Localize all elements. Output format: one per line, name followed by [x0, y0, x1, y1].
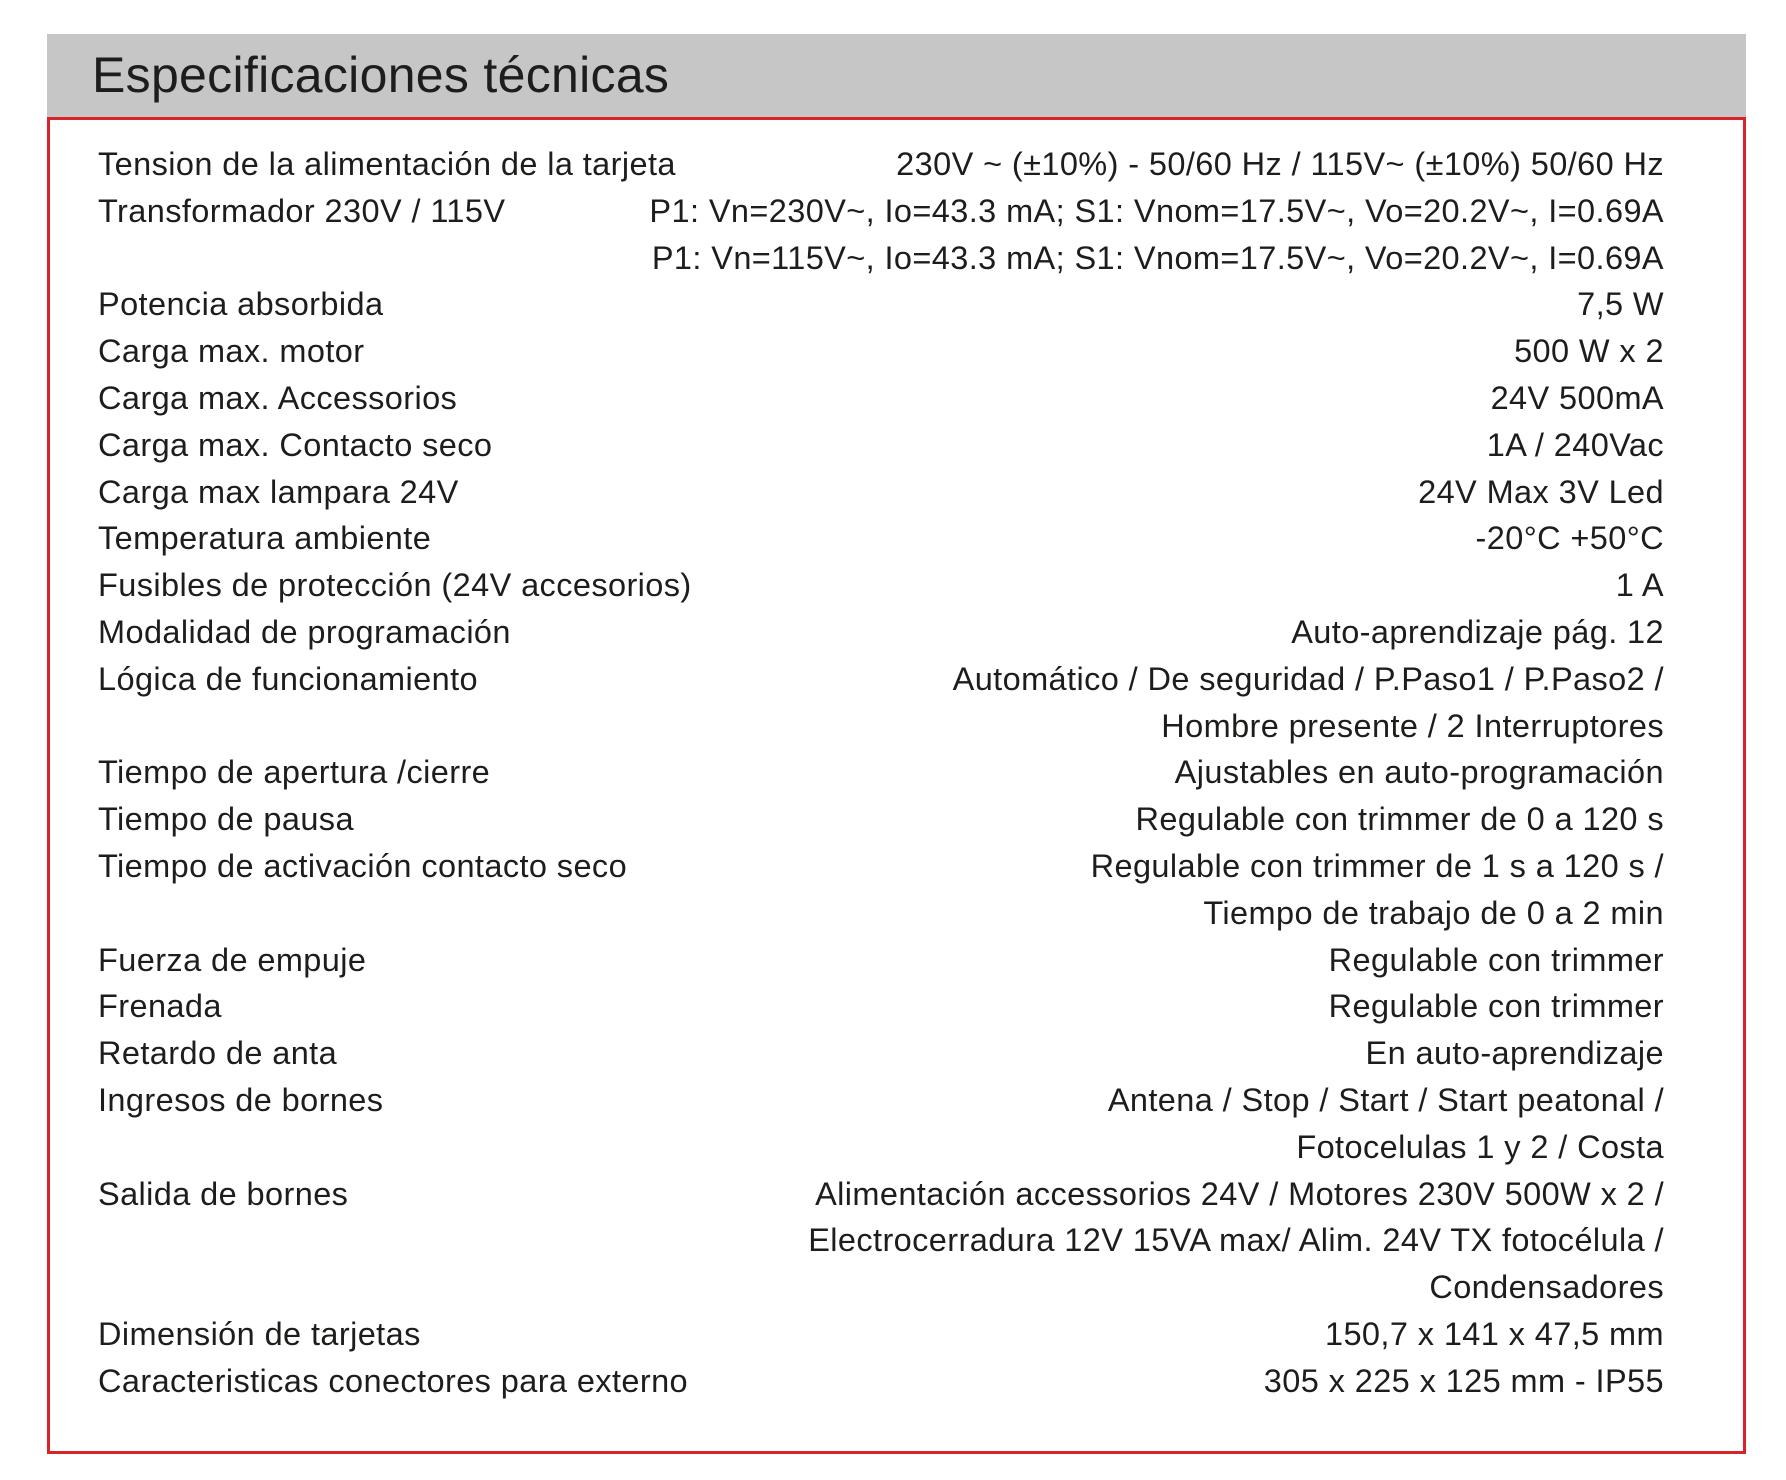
spec-value-line: Regulable con trimmer	[1328, 988, 1664, 1025]
spec-value-line: 230V ~ (±10%) - 50/60 Hz / 115V~ (±10%) 50/60 Hz	[896, 146, 1664, 182]
spec-value	[383, 1077, 1664, 1171]
spec-value-line: 150,7 x 141 x 47,5 mm	[1324, 1315, 1664, 1352]
spec-value	[431, 515, 1664, 562]
spec-value-line: Tiempo de trabajo de 0 a 2 min	[1203, 894, 1664, 931]
spec-row	[98, 328, 1664, 375]
spec-row	[98, 796, 1664, 843]
spec-value	[421, 1311, 1664, 1358]
spec-label: Salida de bornes	[98, 1175, 349, 1212]
spec-value-line: Antena / Stop / Start / Start peatonal /	[1107, 1081, 1664, 1118]
spec-value	[337, 1030, 1664, 1077]
spec-value-line: En auto-aprendizaje	[1365, 1035, 1664, 1072]
spec-label: Ingresos de bornes	[98, 1081, 384, 1118]
spec-label: Temperatura ambiente	[98, 520, 432, 557]
spec-row	[98, 515, 1664, 562]
spec-label: Tiempo de pausa	[98, 801, 354, 838]
spec-value-line: -20°C +50°C	[1475, 520, 1664, 557]
spec-value-line: Condensadores	[1429, 1269, 1664, 1306]
spec-value	[676, 141, 1664, 188]
spec-value-line: Automático / De seguridad / P.Paso1 / P.Paso2 /	[952, 660, 1664, 697]
spec-label: Fusibles de protección (24V accesorios)	[98, 567, 692, 604]
spec-value-line: 1 A	[1615, 567, 1664, 604]
spec-row	[98, 749, 1664, 796]
spec-value-line: 500 W x 2	[1514, 333, 1664, 370]
spec-row	[98, 983, 1664, 1030]
spec-value	[505, 188, 1664, 282]
spec-row	[98, 375, 1664, 422]
spec-label: Frenada	[98, 988, 222, 1025]
spec-value-line: P1: Vn=230V~, Io=43.3 mA; S1: Vnom=17.5V~, Vo=20.2V~, I=0.69A	[649, 192, 1664, 229]
spec-value-line: 24V Max 3V Led	[1418, 473, 1664, 510]
spec-row	[98, 188, 1664, 282]
spec-value-line: Fotocelulas 1 y 2 / Costa	[1296, 1128, 1664, 1165]
spec-row	[98, 843, 1664, 937]
spec-value	[688, 1358, 1664, 1405]
spec-value-line: Hombre presente / 2 Interruptores	[1161, 707, 1664, 744]
spec-value-line: Electrocerradura 12V 15VA max/ Alim. 24V TX fotocélula /	[808, 1222, 1664, 1259]
spec-value	[354, 796, 1664, 843]
spec-box	[47, 117, 1746, 1454]
spec-value	[459, 469, 1664, 516]
spec-value-line: 1A / 240Vac	[1486, 426, 1664, 463]
spec-label: Carga max. motor	[98, 333, 365, 370]
spec-value	[383, 281, 1664, 328]
spec-label: Carga max. Contacto seco	[98, 426, 493, 463]
spec-label: Potencia absorbida	[98, 286, 384, 323]
spec-value-line: 305 x 225 x 125 mm - IP55	[1263, 1362, 1664, 1399]
spec-value-line: 7,5 W	[1577, 286, 1664, 323]
spec-value	[492, 422, 1664, 469]
spec-value-line: Auto-aprendizaje pág. 12	[1291, 613, 1664, 650]
spec-value	[511, 609, 1664, 656]
spec-row	[98, 1358, 1664, 1405]
spec-label: Carga max lampara 24V	[98, 473, 459, 510]
spec-value	[366, 937, 1664, 984]
spec-label: Lógica de funcionamiento	[98, 660, 479, 697]
spec-value-line: Regulable con trimmer de 0 a 120 s	[1135, 801, 1664, 838]
spec-row	[98, 1077, 1664, 1171]
spec-label: Modalidad de programación	[98, 613, 511, 650]
spec-label: Tiempo de apertura /cierre	[98, 754, 491, 791]
spec-label: Caracteristicas conectores para externo	[98, 1362, 689, 1399]
spec-row	[98, 1030, 1664, 1077]
section-header	[47, 34, 1746, 117]
spec-row	[98, 609, 1664, 656]
spec-row	[98, 281, 1664, 328]
spec-label: Retardo de anta	[98, 1035, 338, 1072]
spec-label: Carga max. Accessorios	[98, 379, 458, 416]
spec-value	[222, 983, 1664, 1030]
spec-value-line: 24V 500mA	[1490, 379, 1664, 416]
spec-value	[627, 843, 1664, 937]
spec-value	[490, 749, 1664, 796]
spec-table	[98, 141, 1664, 1405]
spec-label: Transformador 230V / 115V	[98, 192, 506, 229]
spec-label: Dimensión de tarjetas	[98, 1315, 421, 1352]
spec-value-line: Regulable con trimmer	[1328, 941, 1664, 978]
spec-value	[692, 562, 1664, 609]
spec-row	[98, 1311, 1664, 1358]
spec-value	[364, 328, 1664, 375]
spec-label: Tension de la alimentación de la tarjeta	[98, 146, 676, 182]
spec-row	[98, 469, 1664, 516]
spec-value	[478, 656, 1664, 750]
spec-value-line: Regulable con trimmer de 1 s a 120 s /	[1090, 847, 1664, 884]
spec-value	[348, 1171, 1664, 1311]
spec-row	[98, 656, 1664, 750]
spec-value	[457, 375, 1664, 422]
spec-row	[98, 562, 1664, 609]
spec-label: Fuerza de empuje	[98, 941, 367, 978]
spec-row	[98, 422, 1664, 469]
spec-value-line: Alimentación accessorios 24V / Motores 230V 500W x 2 /	[815, 1175, 1664, 1212]
spec-row	[98, 1171, 1664, 1311]
spec-label: Tiempo de activación contacto seco	[98, 847, 628, 884]
spec-value-line: P1: Vn=115V~, Io=43.3 mA; S1: Vnom=17.5V~, Vo=20.2V~, I=0.69A	[651, 239, 1664, 276]
spec-row	[98, 937, 1664, 984]
section-title: Especificaciones técnicas	[92, 47, 670, 103]
spec-row	[98, 141, 1664, 188]
spec-value-line: Ajustables en auto-programación	[1174, 754, 1664, 791]
